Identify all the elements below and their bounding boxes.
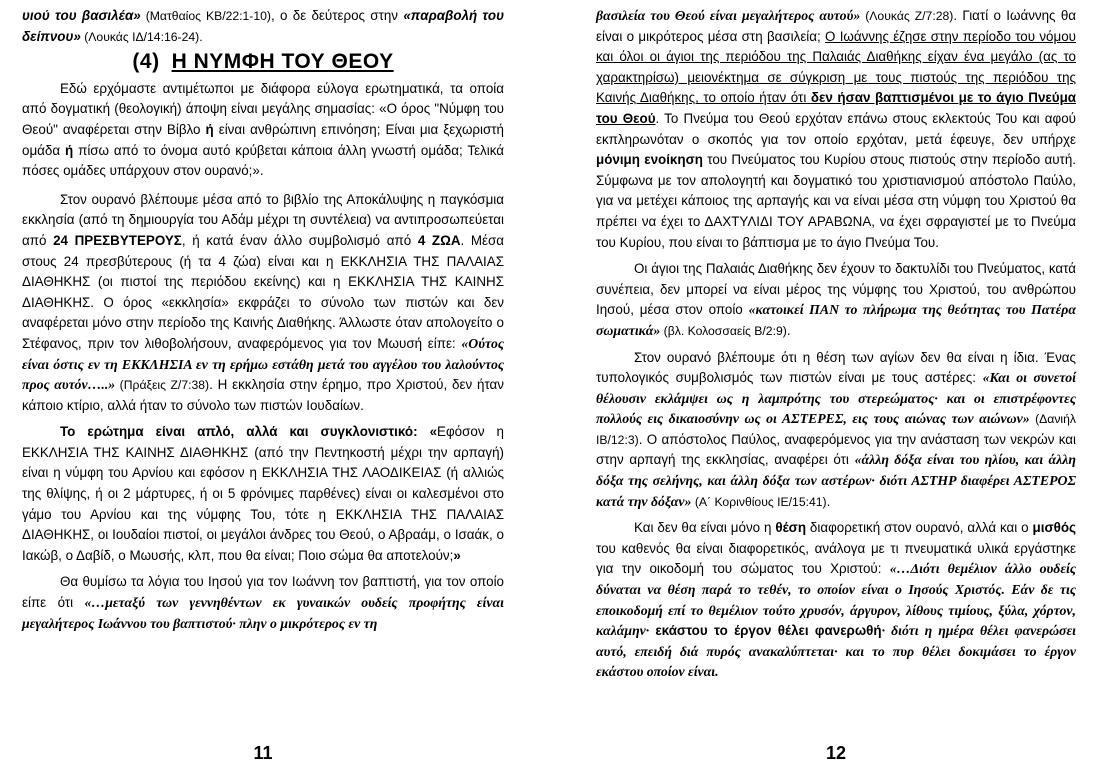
- right-page-text: [596, 6, 1076, 683]
- left-page-text: [22, 6, 504, 634]
- paragraph: Και δεν θα είναι μόνο η θέση διαφορετική στον ουρανό, αλλά και ο μισθός του καθενός θα είναι διαφορετικός, ανάλογα με τι πνευματικά υλικά εργάστηκε για την οικοδομή του σώματος του Χριστού: «…Διότι θεμέλιον άλλο ουδείς δύναται να θέση παρά το τεθέν, το οποίον είναι ο Ιησούς Χριστός. Εάν δε τις εποικοδομή επί το θεμέλιον τούτο χρυσόν, άργυρον, λίθους τιμίους, ξύλα, χόρτον, καλάμην· εκάστου το έργον θέλει φανερωθή· διότι η ημέρα θέλει φανερώσει αυτό, επειδή διά πυρός ανακαλύπτεται· και το πυρ θέλει δοκιμάσει το έργον εκάστου οποίον είναι.: [596, 520, 1076, 680]
- paragraph: Θα θυμίσω τα λόγια του Ιησού για τον Ιωάννη τον βαπτιστή, για τον οποίο είπε ότι «…μεταξύ των γεννηθέντων εκ γυναικών ουδείς προφήτης είναι μεγαλήτερος Ιωάννου του βαπτιστού· πλην ο μικρότερος εν τη: [22, 574, 504, 631]
- continuation-paragraph: υιού του βασιλέα» (Ματθαίος ΚΒ/22:1-10), ο δε δεύτερος στην «παραβολή του δείπνου» (Λουκάς ΙΔ/14:16-24).: [22, 8, 504, 44]
- left-page: [22, 6, 504, 766]
- page-number: 12: [825, 743, 847, 763]
- paragraph: Το ερώτημα είναι απλό, αλλά και συγκλονιστικό: «Εφόσον η ΕΚΚΛΗΣΙΑ ΤΗΣ ΚΑΙΝΗΣ ΔΙΑΘΗΚΗΣ (από την Πεντηκοστή μέχρι την αρπαγή) είναι η νύμφη του Αρνίου και εφόσον η ΕΚΚΛΗΣΙΑ ΤΗΣ ΛΑΟΔΙΚΕΙΑΣ (ή αλλιώς της θλίψης, ή οι 2 μάρτυρες, ή οι 5 φρόνιμες παρθένες) είναι οι καλεσμένοι στο γάμο του Αρνίου και της νύμφης Του, τότε η ΕΚΚΛΗΣΙΑ ΤΗΣ ΠΑΛΑΙΑΣ ΔΙΑΘΗΚΗΣ, οι Ιουδαίοι πιστοί, οι μεγάλοι άνδρες του Θεού, ο Αβραάμ, ο Ισαάκ, ο Ιακώβ, ο Δαβίδ, ο Μωυσής, κλπ, που θα είναι; Ποιο σώμα θα αποτελούν;»: [22, 424, 504, 563]
- right-page: [596, 6, 1076, 766]
- heading-title: Η ΝΥΜΦΗ ΤΟΥ ΘΕΟΥ: [171, 50, 394, 74]
- paragraph: Εδώ ερχόμαστε αντιμέτωποι με διάφορα εύλογα ερωτηματικά, τα οποία από δογματική (θεολογική) άποψη είναι μεγάλης σημασίας: «Ο όρος "Νύμφη του Θεού" αναφέρεται στην Βίβλο ή είναι ανθρώπινη επινόηση; Είναι μια ξεχωριστή ομάδα ή πίσω από το όνομα αυτό κρύβεται κάποια άλλη γνωστή ομάδα; Τελικά πόσες ομάδες υπάρχουν στον ουρανό;».: [22, 80, 504, 179]
- continuation-paragraph: βασιλεία του Θεού είναι μεγαλήτερος αυτού» (Λουκάς Ζ/7:28). Γιατί ο Ιωάννης θα είναι ο μικρότερος μέσα στη βασιλεία; Ο Ιωάννης έζησε στην περίοδο του νόμου και όλοι οι άγιοι της περιόδου της Παλαιάς Διαθήκης είχαν ένα μεγάλο (ας το χαρακτηρίσω) μειονέκτημα σε σύγκριση με τους πιστούς της περιόδου της Καινής Διαθήκης, το οποίο ήταν ότι δεν ήσαν βαπτισμένοι με το άγιο Πνεύμα του Θεού. Το Πνεύμα του Θεού ερχόταν επάνω στους εκλεκτούς Του και αφού εκπληρωνόταν ο σκοπός για τον οποίο ερχόταν, μετά έφευγε, δεν υπήρχε μόνιμη ενοίκηση του Πνεύματος του Κυρίου στους πιστούς στην περίοδο αυτή. Σύμφωνα με τον απολογητή και δογματικό του χριστιανισμού απόστολο Παύλο, για να μετέχει κάποιος της αρπαγής και να είναι μέσα στη νύμφη του Χριστού θα πρέπει να έχει το ΔΑΧΤΥΛΙΔΙ ΤΟΥ ΑΡΑΒΩΝΑ, να έχει σφραγιστεί με το Πνεύμα του Κυρίου, που είναι το βάπτισμα με το άγιο Πνεύμα Του.: [596, 8, 1077, 250]
- paragraph: Στον ουρανό βλέπουμε μέσα από το βιβλίο της Αποκάλυψης η παγκόσμια εκκλησία (από τη δημιουργία του Αδάμ μέχρι τη συντέλεια) να αντιπροσωπεύεται από 24 ΠΡΕΣΒΥΤΕΡΟΥΣ, ή κατά έναν άλλο συμβολισμό από 4 ΖΩΑ. Μέσα στους 24 πρεσβύτερους (ή τα 4 ζώα) είναι και η ΕΚΚΛΗΣΙΑ ΤΗΣ ΠΑΛΑΙΑΣ ΔΙΑΘΗΚΗΣ (οι πιστοί της περιόδου εκείνης) και η ΕΚΚΛΗΣΙΑ ΤΗΣ ΚΑΙΝΗΣ ΔΙΑΘΗΚΗΣ. Ο όρος «εκκλησία» εκφράζει το σύνολο των πιστών και δεν αναφέρεται μόνο στην περίοδο της Καινής Διαθήκης. Άλλωστε όταν απολογείτο ο Στέφανος, πριν τον λιθοβολήσουν, αναφερόμενος για τον Μωυσή είπε: «Ούτος είναι όστις εν τη ΕΚΚΛΗΣΙΑ εν τη ερήμω εστάθη μετά του αγγέλου του λαλούντος προς αυτόν…..» (Πράξεις Ζ/7:38). Η εκκλησία στην έρημο, προ Χριστού, δεν ήταν κάποιο κτίριο, αλλά ήταν το σύνολο των πιστών Ιουδαίων.: [22, 191, 504, 413]
- page-number: 11: [253, 743, 273, 763]
- heading-number: (4): [132, 50, 160, 74]
- section-heading: [22, 52, 504, 73]
- paragraph: Στον ουρανό βλέπουμε ότι η θέση των αγίων δεν θα είναι η ίδια. Ένας τυπολογικός συμβολισμός των πιστών είναι με τους αστέρες: «Και οι συνετοί θέλουσιν εκλάμψει ως η λαμπρότης του στερεώματος· και οι επιστρέφοντες πολλούς εις δικαιοσύνην ως οι ΑΣΤΕΡΕΣ, εις τους αιώνας των αιώνων» (Δανιήλ ΙΒ/12:3). Ο απόστολος Παύλος, αναφερόμενος για την ανάσταση των νεκρών και στην αρπαγή της εκκλησίας, αναφέρει ότι «άλλη δόξα είναι του ηλίου, και άλλη δόξα της σελήνης, και άλλη δόξα των αστέρων· διότι ΑΣΤΗΡ διαφέρει ΑΣΤΕΡΟΣ κατά την δόξαν» (Α΄ Κορινθίους ΙΕ/15:41).: [596, 349, 1076, 509]
- paragraph: Οι άγιοι της Παλαιάς Διαθήκης δεν έχουν το δακτυλίδι του Πνεύματος, κατά συνέπεια, δεν μπορεί να είναι μέρος της νύμφης του Χριστού, του ανθρώπου Ιησού, μέσα στον οποίο «κατοικεί ΠΑΝ το πλήρωμα της θεότητας του Πατέρα σωματικά» (βλ. Κολοσσαείς Β/2:9).: [596, 261, 1076, 338]
